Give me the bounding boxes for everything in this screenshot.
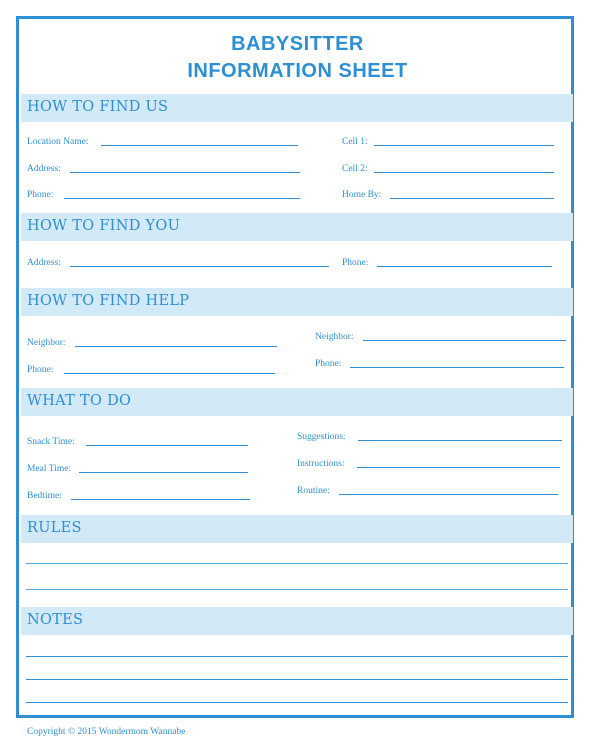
section-title: HOW TO FIND YOU	[27, 218, 181, 234]
section-title: NOTES	[27, 612, 84, 628]
location-name-line[interactable]	[101, 145, 298, 146]
bedtime-line[interactable]	[71, 499, 250, 500]
location-name-label: Location Name:	[27, 137, 89, 147]
neighbor-left-label: Neighbor:	[27, 338, 66, 348]
title-line-2: INFORMATION SHEET	[187, 60, 408, 82]
address-line[interactable]	[70, 172, 300, 173]
copyright-text: Copyright © 2015 Wondermom Wannabe	[27, 727, 186, 737]
meal-time-label: Meal Time:	[27, 464, 72, 474]
cell2-line[interactable]	[374, 172, 554, 173]
title-line-1: BABYSITTER	[231, 33, 364, 55]
home-by-line[interactable]	[390, 198, 554, 199]
section-header-rules	[21, 515, 573, 543]
meal-time-line[interactable]	[79, 472, 248, 473]
you-address-line[interactable]	[70, 266, 329, 267]
section-header-find-you	[21, 213, 573, 241]
section-title: RULES	[27, 520, 82, 536]
phone-label: Phone:	[27, 190, 54, 200]
help-phone-left-line[interactable]	[64, 373, 275, 374]
routine-line[interactable]	[339, 494, 558, 495]
cell1-label: Cell 1:	[342, 137, 368, 147]
bedtime-label: Bedtime:	[27, 491, 62, 501]
instructions-line[interactable]	[357, 467, 560, 468]
rules-line-1[interactable]	[26, 563, 568, 564]
suggestions-label: Suggestions:	[297, 432, 346, 442]
help-phone-right-label: Phone:	[315, 359, 342, 369]
cell1-line[interactable]	[374, 145, 554, 146]
neighbor-right-label: Neighbor:	[315, 332, 354, 342]
you-phone-label: Phone:	[342, 258, 369, 268]
section-title: WHAT TO DO	[27, 393, 132, 409]
help-phone-left-label: Phone:	[27, 365, 54, 375]
you-address-label: Address:	[27, 258, 61, 268]
neighbor-right-line[interactable]	[363, 340, 566, 341]
cell2-label: Cell 2:	[342, 164, 368, 174]
instructions-label: Instructions:	[297, 459, 345, 469]
home-by-label: Home By:	[342, 190, 382, 200]
you-phone-line[interactable]	[377, 266, 552, 267]
notes-line-2[interactable]	[26, 679, 568, 680]
snack-time-line[interactable]	[86, 445, 248, 446]
section-header-what-to-do	[21, 388, 573, 416]
suggestions-line[interactable]	[358, 440, 562, 441]
section-title: HOW TO FIND HELP	[27, 293, 190, 309]
phone-line[interactable]	[64, 198, 300, 199]
notes-line-1[interactable]	[26, 656, 568, 657]
rules-line-2[interactable]	[26, 589, 568, 590]
section-title: HOW TO FIND US	[27, 99, 169, 115]
help-phone-right-line[interactable]	[350, 367, 564, 368]
section-header-notes	[21, 607, 573, 635]
snack-time-label: Snack Time:	[27, 437, 75, 447]
neighbor-left-line[interactable]	[75, 346, 277, 347]
routine-label: Routine:	[297, 486, 330, 496]
section-header-find-help	[21, 288, 573, 316]
notes-line-3[interactable]	[26, 702, 568, 703]
address-label: Address:	[27, 164, 61, 174]
section-header-find-us	[21, 94, 573, 122]
